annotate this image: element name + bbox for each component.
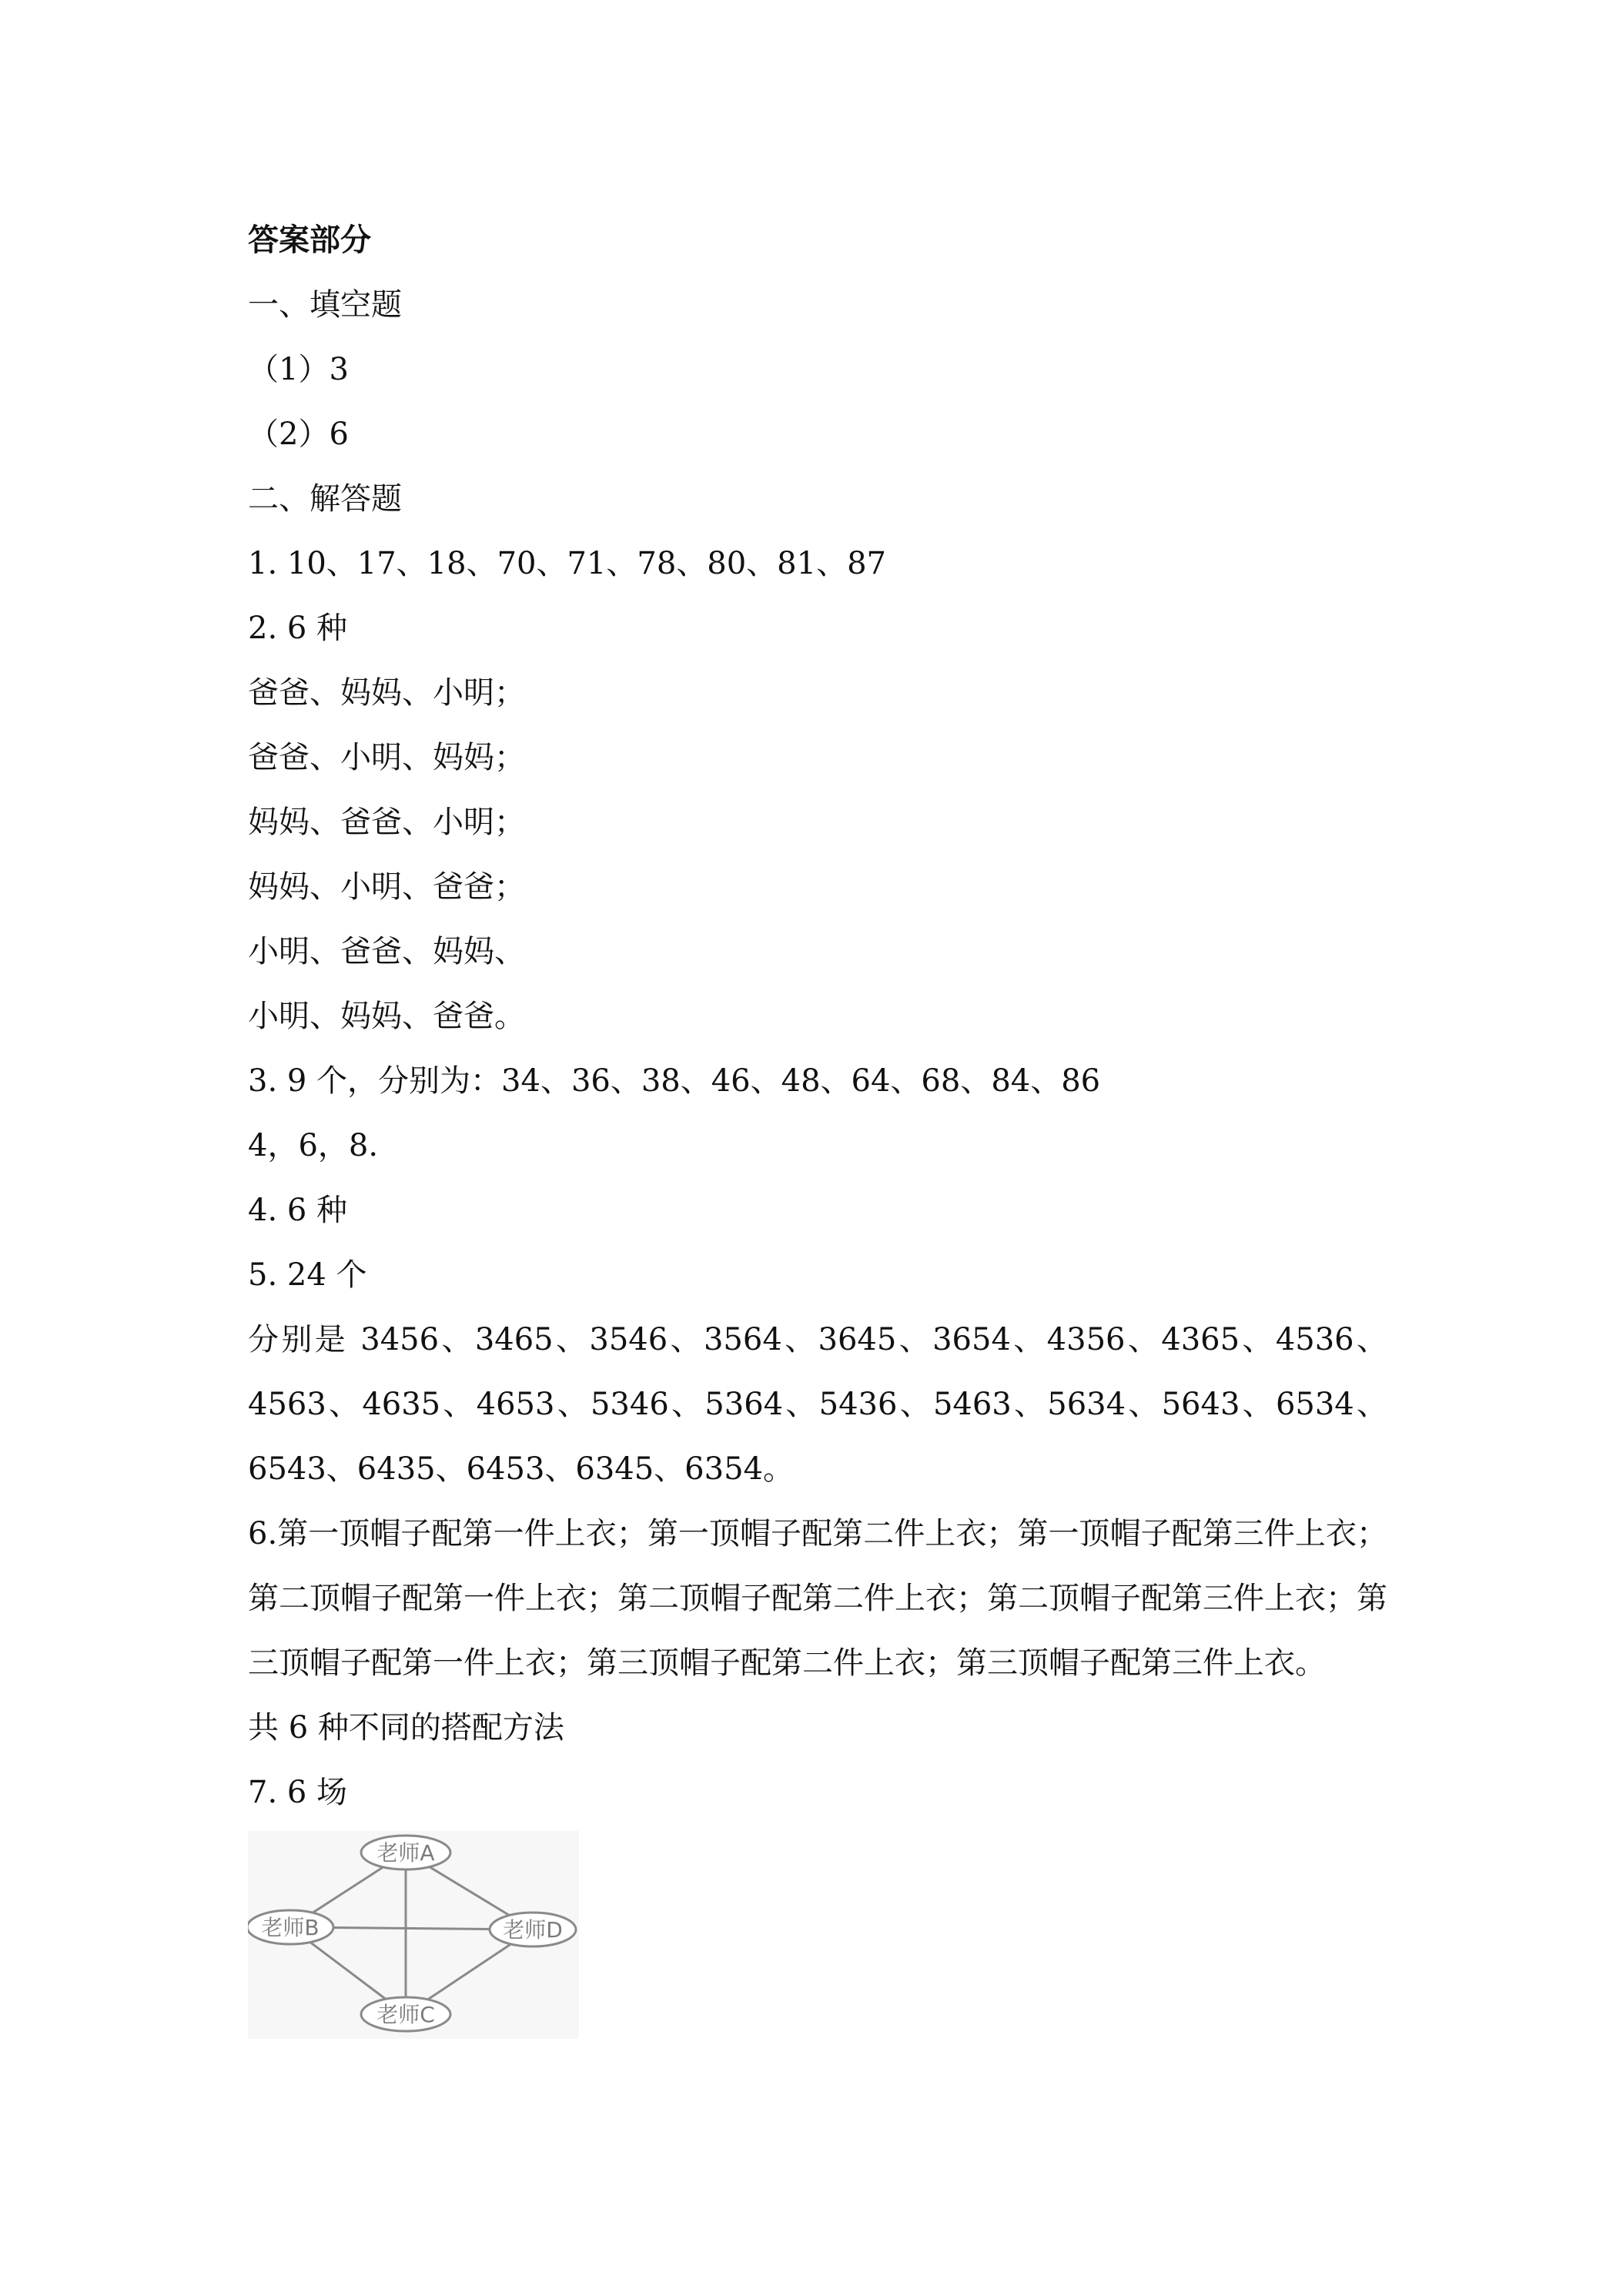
node-label-a: 老师A [376,1840,435,1866]
answer-6-text: 6.第一顶帽子配第一件上衣；第一顶帽子配第二件上衣；第一顶帽子配第三件上衣；第二顶帽子配第一件上衣；第二顶帽子配第二件上衣；第二顶帽子配第三件上衣；第三顶帽子配第一件上衣；第三顶帽子配第二件上衣；第三顶帽子配第三件上衣。 [248,1516,1387,1681]
fill-answer-2: （2）6 [248,417,349,452]
answer-2-line-3: 妈妈、爸爸、小明； [248,805,525,840]
answer-3-title: 3. 9 个，分别为：34、36、38、46、48、64、68、84、86 [248,1063,1101,1099]
answer-2-line-1: 爸爸、妈妈、小明； [248,675,525,711]
section-solution-title: 二、解答题 [248,481,402,517]
answer-4-title: 4. 6 种 [248,1193,348,1228]
answer-content [248,208,1387,2039]
node-label-c: 老师C [376,2002,435,2027]
section-fill-blank-title: 一、填空题 [248,287,402,323]
node-label-d: 老师D [503,1917,563,1943]
teacher-graph-svg [248,1831,579,2039]
node-label-b: 老师B [261,1915,320,1940]
answer-5-title: 5. 24 个 [248,1257,367,1293]
answer-2-line-2: 爸爸、小明、妈妈； [248,740,525,775]
answer-5-text: 分别是 3456、3465、3546、3564、3645、3654、4356、4365、4536、4563、4635、4653、5346、5364、5436、5463、5634、5643、6534、6543、6435、6453、6345、6354。 [248,1322,1387,1487]
answer-2-line-5: 小明、爸爸、妈妈、 [248,934,525,969]
teacher-match-diagram [248,1831,579,2039]
answer-2-title: 2. 6 种 [248,611,348,646]
answer-2-line-4: 妈妈、小明、爸爸； [248,869,525,905]
answer-1: 1. 10、17、18、70、71、78、80、81、87 [248,546,886,581]
page-title: 答案部分 [248,222,371,258]
answer-6-total: 共 6 种不同的搭配方法 [248,1710,564,1745]
answer-2-line-6: 小明、妈妈、爸爸。 [248,999,525,1034]
answer-7-title: 7. 6 场 [248,1775,348,1810]
answer-3-extra: 4，6，8. [248,1128,379,1163]
fill-answer-1: （1）3 [248,352,349,387]
